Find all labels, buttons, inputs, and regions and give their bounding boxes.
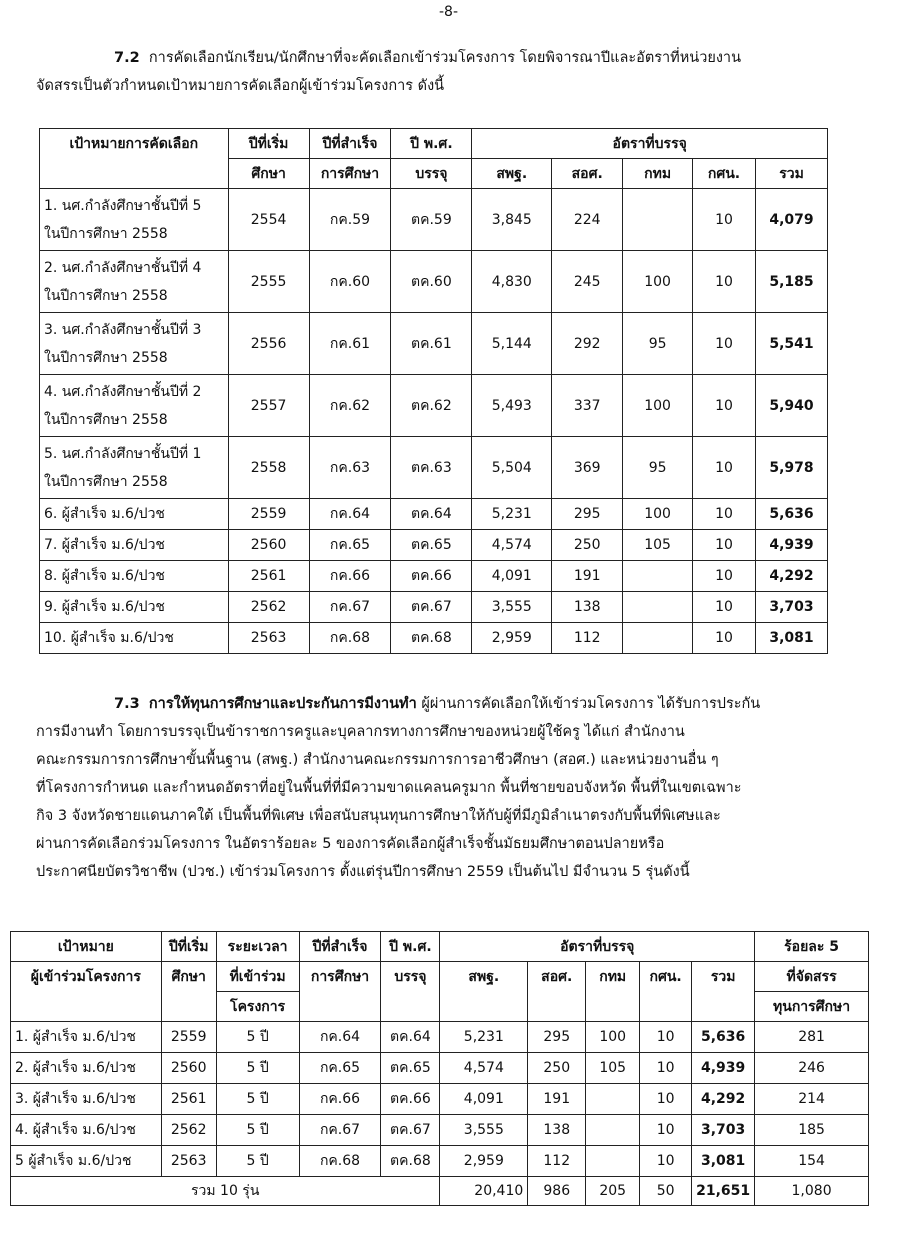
placement-year-cell: ตค.68 — [391, 623, 472, 654]
table2-header-pct: ร้อยละ 5 — [755, 932, 869, 962]
table1-header-rate: อัตราที่บรรจุ — [472, 129, 828, 159]
total-cell: 4,292 — [755, 561, 827, 592]
table1-header-year: ปี พ.ศ. — [391, 129, 472, 159]
grad-year-cell: กค.63 — [309, 437, 391, 499]
bma-cell — [623, 592, 693, 623]
bma-cell: 105 — [623, 530, 693, 561]
placement-year-cell: ตค.65 — [391, 530, 472, 561]
total-cell: 5,636 — [692, 1022, 755, 1053]
bma-cell — [586, 1146, 640, 1177]
table2-subheader-row — [11, 962, 869, 992]
bma-cell: 100 — [586, 1022, 640, 1053]
target-cell: 10. ผู้สำเร็จ ม.6/ปวช — [40, 623, 229, 654]
table-row — [40, 313, 828, 375]
start-year-cell: 2559 — [161, 1022, 216, 1053]
ovec-cell: 138 — [528, 1115, 586, 1146]
table2-header-year: ปี พ.ศ. — [381, 932, 440, 962]
table-row — [11, 1084, 869, 1115]
table1-header-start: ปีที่เริ่ม — [228, 129, 309, 159]
obec-cell: 4,091 — [472, 561, 552, 592]
duration-cell: 5 ปี — [216, 1146, 299, 1177]
bma-cell — [586, 1115, 640, 1146]
grad-year-cell: กค.66 — [299, 1084, 381, 1115]
obec-cell: 4,574 — [440, 1053, 528, 1084]
obec-cell: 5,144 — [472, 313, 552, 375]
placement-year-cell: ตค.60 — [391, 251, 472, 313]
bma-cell: 100 — [623, 499, 693, 530]
grad-year-cell: กค.61 — [309, 313, 391, 375]
table-row — [40, 189, 828, 251]
target-cell: 3. ผู้สำเร็จ ม.6/ปวช — [11, 1084, 162, 1115]
nfe-cell: 10 — [693, 592, 756, 623]
total-bma: 205 — [586, 1177, 640, 1206]
scholarship-table — [10, 931, 869, 1206]
total-cell: 5,978 — [755, 437, 827, 499]
target-cell: 3. นศ.กำลังศึกษาชั้นปีที่ 3 ในปีการศึกษา 2558 — [40, 313, 229, 375]
table1-header-row — [40, 129, 828, 159]
total-obec: 20,410 — [440, 1177, 528, 1206]
start-year-cell: 2560 — [161, 1053, 216, 1084]
scholarship-pct-cell: 281 — [755, 1022, 869, 1053]
nfe-cell: 10 — [640, 1146, 692, 1177]
obec-cell: 5,493 — [472, 375, 552, 437]
placement-year-cell: ตค.62 — [391, 375, 472, 437]
placement-year-cell: ตค.67 — [391, 592, 472, 623]
obec-cell: 4,091 — [440, 1084, 528, 1115]
section-7-2 — [36, 44, 836, 100]
target-cell: 5 ผู้สำเร็จ ม.6/ปวช — [11, 1146, 162, 1177]
ovec-cell: 292 — [552, 313, 623, 375]
bma-cell — [623, 623, 693, 654]
placement-year-cell: ตค.63 — [391, 437, 472, 499]
obec-cell: 3,845 — [472, 189, 552, 251]
table2-header-row — [11, 932, 869, 962]
nfe-cell: 10 — [693, 437, 756, 499]
table2-header-duration: ระยะเวลา — [216, 932, 299, 962]
target-cell: 1. นศ.กำลังศึกษาชั้นปีที่ 5 ในปีการศึกษา 2558 — [40, 189, 229, 251]
scholarship-pct-cell: 246 — [755, 1053, 869, 1084]
table2-header-pct-2: ที่จัดสรร — [755, 962, 869, 992]
bma-cell — [586, 1084, 640, 1115]
nfe-cell: 10 — [693, 623, 756, 654]
table2-header-target: เป้าหมาย — [11, 932, 162, 962]
ovec-cell: 191 — [528, 1084, 586, 1115]
placement-year-cell: ตค.59 — [391, 189, 472, 251]
table2-total-row — [11, 1177, 869, 1206]
total-label: รวม 10 รุ่น — [11, 1177, 440, 1206]
grad-year-cell: กค.62 — [309, 375, 391, 437]
scholarship-pct-cell: 154 — [755, 1146, 869, 1177]
table-row — [40, 437, 828, 499]
section-7-3-heading: การให้ทุนการศึกษาและประกันการมีงานทำ — [148, 696, 417, 712]
table1-header-grad: ปีที่สำเร็จ — [309, 129, 391, 159]
obec-cell: 5,504 — [472, 437, 552, 499]
placement-year-cell: ตค.65 — [381, 1053, 440, 1084]
bma-cell: 105 — [586, 1053, 640, 1084]
table1-header-target: เป้าหมายการคัดเลือก — [40, 129, 229, 189]
table-row — [40, 499, 828, 530]
ovec-cell: 112 — [552, 623, 623, 654]
scholarship-pct-cell: 214 — [755, 1084, 869, 1115]
nfe-cell: 10 — [693, 499, 756, 530]
nfe-cell: 10 — [693, 561, 756, 592]
table-row — [40, 251, 828, 313]
ovec-cell: 369 — [552, 437, 623, 499]
start-year-cell: 2561 — [161, 1084, 216, 1115]
table1-header-grad-2: การศึกษา — [309, 159, 391, 189]
grad-year-cell: กค.68 — [299, 1146, 381, 1177]
obec-cell: 3,555 — [440, 1115, 528, 1146]
start-year-cell: 2563 — [161, 1146, 216, 1177]
ovec-cell: 250 — [528, 1053, 586, 1084]
ovec-cell: 295 — [528, 1022, 586, 1053]
nfe-cell: 10 — [640, 1053, 692, 1084]
obec-cell: 4,574 — [472, 530, 552, 561]
table1-header-nfe: กศน. — [693, 159, 756, 189]
placement-year-cell: ตค.64 — [381, 1022, 440, 1053]
obec-cell: 4,830 — [472, 251, 552, 313]
section-7-3-line4: ที่โครงการกำหนด และกำหนดอัตราที่อยู่ในพื้นที่ที่มีความขาดแคลนครูมาก พื้นที่ชายขอบจังหวัด พื้นที่ในเขตเฉพาะ — [36, 780, 742, 796]
table-row — [40, 592, 828, 623]
table2-header-total: รวม — [692, 962, 755, 1022]
nfe-cell: 10 — [693, 251, 756, 313]
ovec-cell: 224 — [552, 189, 623, 251]
table2-header-duration-2: ที่เข้าร่วม — [216, 962, 299, 992]
obec-cell: 2,959 — [440, 1146, 528, 1177]
total-cell: 3,703 — [692, 1115, 755, 1146]
table-row — [40, 561, 828, 592]
grad-year-cell: กค.64 — [299, 1022, 381, 1053]
scholarship-pct-cell: 185 — [755, 1115, 869, 1146]
placement-year-cell: ตค.66 — [391, 561, 472, 592]
total-ovec: 986 — [528, 1177, 586, 1206]
duration-cell: 5 ปี — [216, 1022, 299, 1053]
table2-header-duration-3: โครงการ — [216, 992, 299, 1022]
section-7-2-line2: จัดสรรเป็นตัวกำหนดเป้าหมายการคัดเลือกผู้เข้าร่วมโครงการ ดังนี้ — [36, 78, 445, 94]
start-year-cell: 2563 — [228, 623, 309, 654]
total-pct: 1,080 — [755, 1177, 869, 1206]
total-cell: 3,081 — [692, 1146, 755, 1177]
placement-year-cell: ตค.66 — [381, 1084, 440, 1115]
bma-cell: 95 — [623, 437, 693, 499]
target-cell: 8. ผู้สำเร็จ ม.6/ปวช — [40, 561, 229, 592]
placement-year-cell: ตค.64 — [391, 499, 472, 530]
ovec-cell: 337 — [552, 375, 623, 437]
duration-cell: 5 ปี — [216, 1053, 299, 1084]
grad-year-cell: กค.64 — [309, 499, 391, 530]
target-cell: 5. นศ.กำลังศึกษาชั้นปีที่ 1 ในปีการศึกษา 2558 — [40, 437, 229, 499]
obec-cell: 5,231 — [440, 1022, 528, 1053]
placement-year-cell: ตค.68 — [381, 1146, 440, 1177]
placement-year-cell: ตค.67 — [381, 1115, 440, 1146]
total-cell: 4,939 — [755, 530, 827, 561]
table-row — [11, 1022, 869, 1053]
total-cell: 4,292 — [692, 1084, 755, 1115]
section-7-3-line7: ประกาศนียบัตรวิชาชีพ (ปวช.) เข้าร่วมโครงการ ตั้งแต่รุ่นปีการศึกษา 2559 เป็นต้นไป มีจำนวน 5 รุ่นดังนี้ — [36, 864, 690, 880]
nfe-cell: 10 — [693, 530, 756, 561]
start-year-cell: 2558 — [228, 437, 309, 499]
target-cell: 2. ผู้สำเร็จ ม.6/ปวช — [11, 1053, 162, 1084]
start-year-cell: 2554 — [228, 189, 309, 251]
total-cell: 3,081 — [755, 623, 827, 654]
ovec-cell: 191 — [552, 561, 623, 592]
table2-header-bma: กทม — [586, 962, 640, 1022]
start-year-cell: 2562 — [228, 592, 309, 623]
total-cell: 5,636 — [755, 499, 827, 530]
total-nfe: 50 — [640, 1177, 692, 1206]
table-row — [40, 375, 828, 437]
nfe-cell: 10 — [640, 1022, 692, 1053]
table2-header-rate: อัตราที่บรรจุ — [440, 932, 755, 962]
table2-header-obec: สพฐ. — [440, 962, 528, 1022]
table2-header-target-2: ผู้เข้าร่วมโครงการ — [11, 962, 162, 1022]
nfe-cell: 10 — [693, 313, 756, 375]
table-row — [40, 530, 828, 561]
table-row — [11, 1115, 869, 1146]
total-cell: 5,185 — [755, 251, 827, 313]
section-7-3-number: 7.3 — [114, 696, 140, 712]
section-7-3-line3: คณะกรรมการการศึกษาขั้นพื้นฐาน (สพฐ.) สำนักงานคณะกรรมการการอาชีวศึกษา (สอศ.) และหน่วยงานอื่น ๆ — [36, 752, 719, 768]
total-cell: 3,703 — [755, 592, 827, 623]
grad-year-cell: กค.60 — [309, 251, 391, 313]
ovec-cell: 245 — [552, 251, 623, 313]
table1-header-year-2: บรรจุ — [391, 159, 472, 189]
start-year-cell: 2561 — [228, 561, 309, 592]
bma-cell — [623, 189, 693, 251]
start-year-cell: 2559 — [228, 499, 309, 530]
grad-year-cell: กค.68 — [309, 623, 391, 654]
section-7-3 — [36, 690, 846, 886]
obec-cell: 3,555 — [472, 592, 552, 623]
section-7-3-line6: ผ่านการคัดเลือกร่วมโครงการ ในอัตราร้อยละ 5 ของการคัดเลือกผู้สำเร็จชั้นมัธยมศึกษาตอนปลายหรือ — [36, 836, 665, 852]
total-cell: 5,940 — [755, 375, 827, 437]
section-7-2-number: 7.2 — [114, 50, 140, 66]
table-row — [40, 623, 828, 654]
start-year-cell: 2557 — [228, 375, 309, 437]
bma-cell: 100 — [623, 375, 693, 437]
start-year-cell: 2560 — [228, 530, 309, 561]
grad-year-cell: กค.66 — [309, 561, 391, 592]
table1-header-total: รวม — [755, 159, 827, 189]
grad-year-cell: กค.67 — [299, 1115, 381, 1146]
obec-cell: 2,959 — [472, 623, 552, 654]
section-7-2-line1: การคัดเลือกนักเรียน/นักศึกษาที่จะคัดเลือกเข้าร่วมโครงการ โดยพิจารณาปีและอัตราที่หน่วยงาน — [148, 50, 741, 66]
table2-header-pct-3: ทุนการศึกษา — [755, 992, 869, 1022]
ovec-cell: 250 — [552, 530, 623, 561]
grad-year-cell: กค.67 — [309, 592, 391, 623]
grad-year-cell: กค.59 — [309, 189, 391, 251]
table1-header-start-2: ศึกษา — [228, 159, 309, 189]
total-cell: 4,939 — [692, 1053, 755, 1084]
duration-cell: 5 ปี — [216, 1115, 299, 1146]
bma-cell: 100 — [623, 251, 693, 313]
target-cell: 4. ผู้สำเร็จ ม.6/ปวช — [11, 1115, 162, 1146]
start-year-cell: 2562 — [161, 1115, 216, 1146]
table1-header-bma: กทม — [623, 159, 693, 189]
table2-header-year-2: บรรจุ — [381, 962, 440, 1022]
target-cell: 4. นศ.กำลังศึกษาชั้นปีที่ 2 ในปีการศึกษา 2558 — [40, 375, 229, 437]
section-7-3-line1: ผู้ผ่านการคัดเลือกให้เข้าร่วมโครงการ ได้รับการประกัน — [416, 696, 761, 712]
nfe-cell: 10 — [693, 189, 756, 251]
page-number: -8- — [438, 4, 458, 20]
target-cell: 9. ผู้สำเร็จ ม.6/ปวช — [40, 592, 229, 623]
start-year-cell: 2556 — [228, 313, 309, 375]
duration-cell: 5 ปี — [216, 1084, 299, 1115]
table2-header-grad-2: การศึกษา — [299, 962, 381, 1022]
table1-header-ovec: สอศ. — [552, 159, 623, 189]
ovec-cell: 295 — [552, 499, 623, 530]
table1-header-obec: สพฐ. — [472, 159, 552, 189]
table2-header-start: ปีที่เริ่ม — [161, 932, 216, 962]
grad-year-cell: กค.65 — [299, 1053, 381, 1084]
total-cell: 4,079 — [755, 189, 827, 251]
start-year-cell: 2555 — [228, 251, 309, 313]
ovec-cell: 138 — [552, 592, 623, 623]
section-7-3-line2: การมีงานทำ โดยการบรรจุเป็นข้าราชการครูและบุคลากรทางการศึกษาของหน่วยผู้ใช้ครู ได้แก่ สำนักงาน — [36, 724, 685, 740]
section-7-3-line5: กิจ 3 จังหวัดชายแดนภาคใต้ เป็นพื้นที่พิเศษ เพื่อสนับสนุนทุนการศึกษาให้กับผู้ที่มีภูมิลำเนาตรงกับพื้นที่พิเศษและ — [36, 808, 721, 824]
target-cell: 1. ผู้สำเร็จ ม.6/ปวช — [11, 1022, 162, 1053]
table-row — [11, 1053, 869, 1084]
table-row — [11, 1146, 869, 1177]
nfe-cell: 10 — [640, 1084, 692, 1115]
bma-cell — [623, 561, 693, 592]
target-selection-table — [39, 128, 828, 654]
total-sum: 21,651 — [692, 1177, 755, 1206]
ovec-cell: 112 — [528, 1146, 586, 1177]
grad-year-cell: กค.65 — [309, 530, 391, 561]
table2-header-grad: ปีที่สำเร็จ — [299, 932, 381, 962]
target-cell: 6. ผู้สำเร็จ ม.6/ปวช — [40, 499, 229, 530]
bma-cell: 95 — [623, 313, 693, 375]
nfe-cell: 10 — [640, 1115, 692, 1146]
table2-header-ovec: สอศ. — [528, 962, 586, 1022]
table2-header-nfe: กศน. — [640, 962, 692, 1022]
nfe-cell: 10 — [693, 375, 756, 437]
target-cell: 7. ผู้สำเร็จ ม.6/ปวช — [40, 530, 229, 561]
obec-cell: 5,231 — [472, 499, 552, 530]
table2-header-start-2: ศึกษา — [161, 962, 216, 1022]
placement-year-cell: ตค.61 — [391, 313, 472, 375]
total-cell: 5,541 — [755, 313, 827, 375]
target-cell: 2. นศ.กำลังศึกษาชั้นปีที่ 4 ในปีการศึกษา 2558 — [40, 251, 229, 313]
